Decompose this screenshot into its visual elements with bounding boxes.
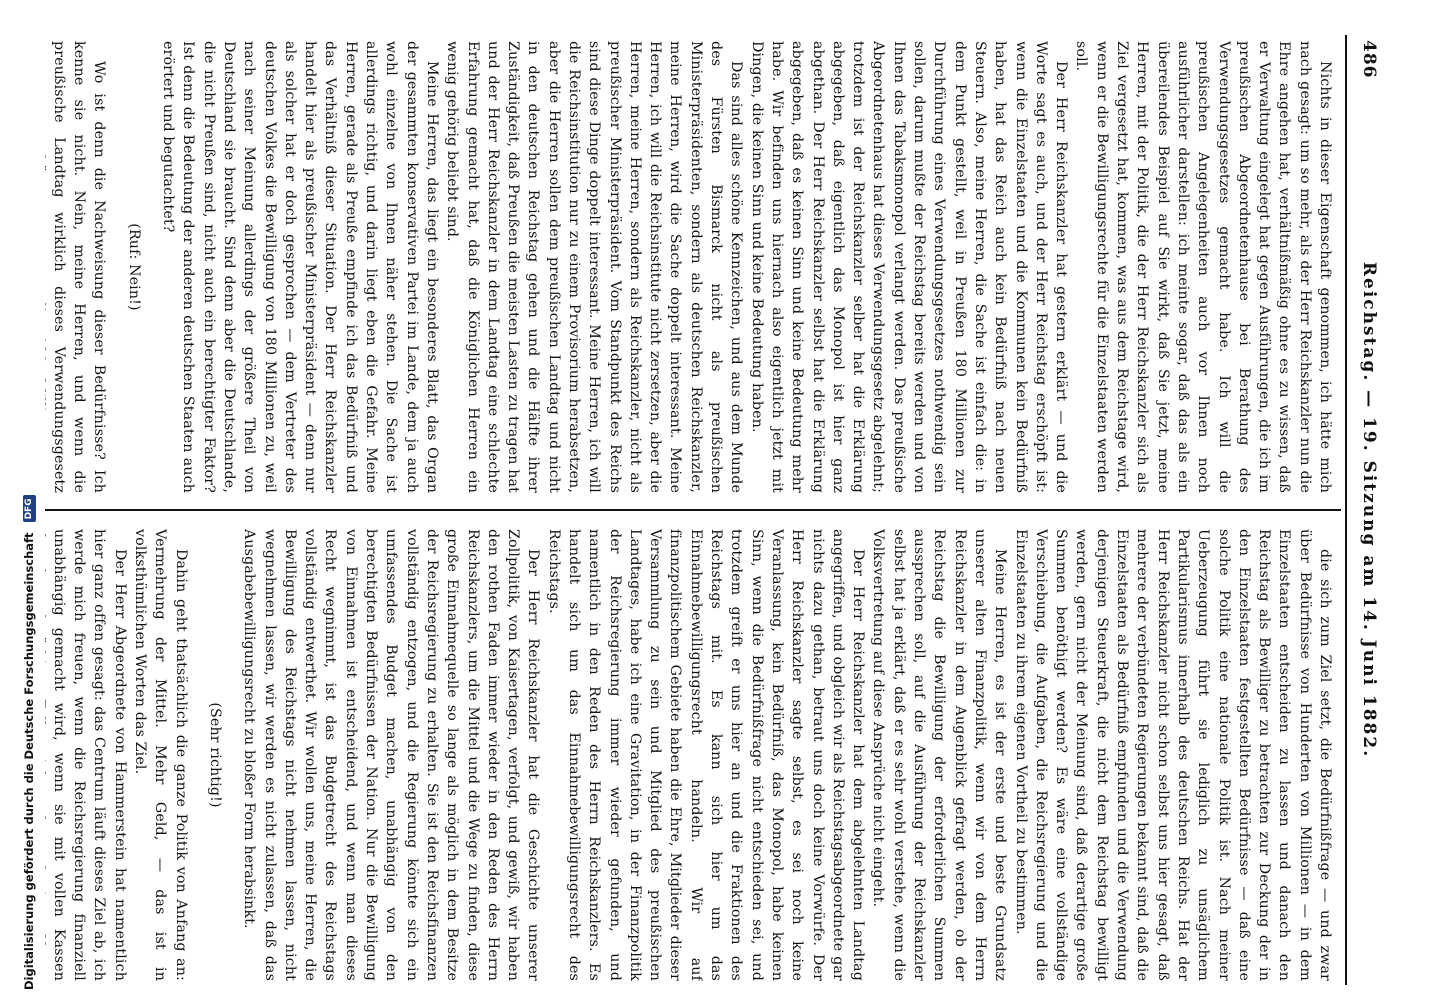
paragraph: Das sind alles schöne Kennzeichen, und aus dem Munde des Fürsten Bismarck nicht als preußischen Ministerpräsidenten, sondern als deutschen Reichskanzler, meine Herren, wird die Sache doppelt interessant. Meine Herren, ich will die Reichsinstitute nicht zersetzen, aber die Herren, meine Herren, sondern als Reichskanzler, nicht als preußischer Ministerpräsident. Vom Standpunkt des Reichs sind diese Dinge doppelt interessant. Meine Herren, ich will die Reichsinstitution nur zu einem Provisorium herabsetzen, aber die Herren sollen dem preußischen Landtag und nicht in den deutschen Reichstag gehen und die Hälfte ihrer Zuständigkeit, daß Preußen die meisten Lasten zu tragen hat und der Herr Reichskanzler in dem Landtag eine schlechte Erfahrung gemacht hat, daß die Königlichen Herren ein wenig gehörig beliebt sind. [444, 41, 745, 493]
column-divider [45, 509, 1341, 511]
text-column-right [45, 529, 1335, 981]
document-page [40, 35, 1385, 985]
paragraph: Meine Herren, das liegt ein besonderes Blatt, das Organ der gesammten konservativen Partei im Lande, dem ja auch wohl einzelne von Ihnen näher stehen. Die Sache ist allerdings richtig, und darin liegt eben die Gefahr. Meine Herren, gerade als Preuße empfinde ich das Bedürfniß und das Verhältniß dieser Situation. Der Herr Reichskanzler handelt hier als preußischer Ministerpräsident — denn nur als solcher hat er doch gesprochen — dem Vertreter des deutschen Volkes die Bewilligung von 180 Millionen zu, weil nach seiner Meinung allerdings der größere Theil von Deutschland sie braucht. Sind denn aber die Deutschlande, die nicht Preußen sind, nicht auch ein berechtigter Faktor? Ist denn die Bedeutung der anderen deutschen Staaten auch erörtert und begutachtet? [160, 41, 440, 493]
paragraph: Der Herr Reichskanzler hat die Geschichte unserer Zollpolitik, von Kaisertagen, verfolgt, und gewiß, wir haben den rothen Faden immer wieder in den Reden des Herrn Reichskanzlers, um die Mittel und die Wege zu finden, diese große Einnahmequelle so lange als möglich in dem Besitze der Reichsregierung zu erhalten. Sie ist den Reichsfinanzen vollständig entzogen, und die Regierung könnte sich ein umfassendes Budget machen, unabhängig von den berechtigten Bedürfnissen der Nation. Nur die Bewilligung von Einnahmen ist entscheidend, und wenn man dieses Recht wegnimmt, ist das Budgetrecht des Reichstags vollständig entwerthet. Wir wollen uns, meine Herren, die Bewilligung des Reichstags nicht nehmen lassen, nicht wegnehmen lassen, wir werden es nicht zulassen, daß das Ausgabebewilligungsrecht zu bloßer Form herabsinkt. [241, 529, 542, 981]
header-rule [1345, 35, 1347, 985]
paragraph: Wo ist denn die Nachweisung dieser Bedürfnisse? Ich kenne sie nicht. Nein, meine Herren, und wenn die preußische Landtag wirklich dieses Verwendungsgesetz [50, 41, 108, 493]
paragraph: Dahin geht thatsächlich die ganze Politik von Anfang an: Vermehrung der Mittel. Mehr Geld, — das ist in volksthümlichen Worten das Ziel. [132, 529, 189, 981]
paragraph: Der Herr Reichskanzler hat dem abgelehnten Landtag angegriffen, und obgleich wir als Reichstagsabgeordnete gar nichts dazu gethan, betraut uns doch keine Vorwürfe. Der Herr Reichskanzler sagte selbst, es sei noch keine Veranlassung, kein Bedürfniß, das Monopol, habe keinen Sinn, wenn die Bedürfnißfrage nicht entschieden sei, und trotzdem greift er uns hier an und die Fraktionen des Reichstags mit. Es kann sich hier um das Einnahmebewilligungsrecht handeln. Wir auf finanzpolitischem Gebiete haben die Ehre, Mitglieder dieser Versammlung zu sein und Mitglied des preußischen Landtages, habe ich eine Gravitation, in der Finanzpolitik der Reichsregierung immer wieder gefunden, und namentlich in den Reden des Herrn Reichskanzlers. Es handelt sich um das Einnahmebewilligungsrecht des Reichstags. [545, 529, 867, 981]
dfg-logo-icon: DFG [23, 495, 36, 522]
paragraph: Meine Herren, es ist der erste und beste Grundsatz unserer alten Finanzpolitik, wenn wir von dem Herrn Reichskanzler in dem Augenblick gefragt werden, ob der Reichstag die Bewilligung der erforderlichen Summen aussprechen soll, auf die Ausführung der Reichskanzler selbst hat ja erklärt, daß er es sehr wohl verstehe, wenn die Volksvertretung auf diese Ansprüche nicht eingeht. [870, 529, 1009, 981]
paragraph: Nichts in dieser Eigenschaft genommen, ich hätte mich nach gesagt: um so mehr, als der Herr Reichskanzler nun die Ehre angehen hat, verhältnißmäßig ohne es zu wissen, daß er Verwaltung eingelegt hat gegen Ausführungen, die ich im preußischen Abgeordnetenhause bei Berathung des Verwendungsgesetzes gemacht habe. Ich will die preußischen Angelegenheiten auch vor Ihnen noch ausführlicher darstellen: ich meinte sogar, daß das als ein übereilendes Beispiel auf Sie wirkt, daß Sie jetzt, meine Herren, mit der Politik, die der Herr Reichskanzler sich als Ziel vergesetzt hat, kommen, was aus dem Reichstage wird, wenn er die Bewilligungsrechte für die Einzelstaaten werden soll. [1073, 41, 1333, 493]
digitization-note [22, 10, 42, 990]
page-title: Reichstag. — 19. Sitzung am 14. Juni 1882. [1359, 261, 1379, 759]
paragraph: (Ruf: Nein!) [125, 223, 142, 311]
paragraph: Der Herr Reichskanzler hat gestern erklärt — und die Worte sagt es auch, und der Herr Reichstag erschöpft ist: wenn die Einzelstaaten und die Kommunen kein Bedürfniß haben, hat das Reich auch kein Bedürfniß nach neuen Steuern. Also, meine Herren, die Sache ist einfach die: in dem Punkt gestellt, weil in Preußen 180 Millionen zur Durchführung eines Verwendungsgesetzes nothwendig sein sollen, darum mußte der Reichstag bereits werden und von Ihnen das Tabaksmonopol verlangt werden. Das preußische Abgeordnetenhaus hat dieses Verwendungsgesetz abgelehnt; trotzdem ist der Reichskanzler selber hat die Erklärung abgegeben, daß eigentlich das Monopol ist hier ganz abgethan. Der Herr Reichskanzler selbst hat die Erklärung abgegeben, daß es keinen Sinn und keine Bedeutung mehr habe. Wir befinden uns hiernach also eigentlich jetzt mit Dingen, die keinen Sinn und keine Bedeutung haben. [748, 41, 1070, 493]
paragraph: Der Herr Abgeordnete von Hammerstein hat namentlich hier ganz offen gesagt: das Centrum läuft dieses Ziel ab, ich werde mich freuen, wenn die Reichsregierung finanziell unabhängig gemacht wird, wenn sie mit vollen Kassen [50, 529, 128, 981]
page-number: 486 [1359, 40, 1379, 79]
paragraph: die sich zum Ziel setzt, die Bedürfnißfrage — und zwar über Bedürfnisse von Hunderten von Millionen — in dem Einzelstaaten entscheiden zu lassen und danach den Reichstag als Bewilliger zu betrachten zur Deckung der in den Einzelstaaten festgestellten Bedürfnisse — daß eine solche Politik eine nationale Politik ist. Nach meiner Ueberzeugung führt sie lediglich zu unsäglichem Partikularismus innerhalb des deutschen Reichs. Hat der Herr Reichskanzler nicht schon selbst uns hier gesagt, daß mehrere der verbündeten Regierungen bekannt sind, daß die Einzelstaaten als Bedürfniß empfunden und die Verwendung derjenigen Steuerkraft, die nicht dem Reichstag bewilligt werden, gern nicht der Meinung sind, daß derartige große Summen benöthigt werden? Es wäre eine vollständige Verschiebung, die Aufgaben, die Reichsregierung und die Einzelstaaten zu ihrem eigenen Vortheil zu bestimmen. [1012, 529, 1333, 981]
paragraph: (Sehr richtig!) [206, 702, 223, 808]
page-header [1347, 35, 1385, 985]
text-column-left [45, 41, 1335, 493]
digitization-text: Digitalisierung gefördert durch die Deutsche Forschungsgemeinschaft [22, 532, 36, 990]
